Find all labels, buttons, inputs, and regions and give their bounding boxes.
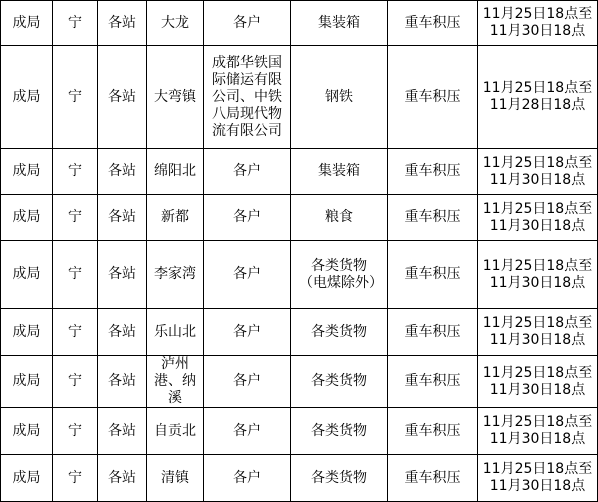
- cargo-cell: 各类货物（电煤除外）: [291, 241, 388, 309]
- station-cell: 乐山北: [147, 309, 204, 356]
- period-end: 11月30日18点: [489, 217, 586, 234]
- bureau-cell: 成局: [1, 241, 53, 309]
- direction-cell: 宁: [53, 241, 98, 309]
- measure-cell: 重车积压: [388, 1, 478, 46]
- table-row: [1, 241, 598, 309]
- scope-cell: 各站: [98, 356, 147, 408]
- scope-cell: 各站: [98, 1, 147, 46]
- table-row: [1, 455, 598, 502]
- measure-cell: 重车积压: [388, 455, 478, 502]
- period-cell: [478, 356, 598, 408]
- direction-cell: 宁: [53, 309, 98, 356]
- measure-cell: 重车积压: [388, 309, 478, 356]
- cargo-cell: 各类货物: [291, 408, 388, 455]
- period-cell: [478, 408, 598, 455]
- direction-cell: 宁: [53, 149, 98, 195]
- station-cell: 自贡北: [147, 408, 204, 455]
- scope-cell: 各站: [98, 408, 147, 455]
- scope-cell: 各站: [98, 195, 147, 241]
- scope-cell: 各站: [98, 309, 147, 356]
- period-cell: [478, 455, 598, 502]
- scope-cell: 各站: [98, 46, 147, 149]
- shipper-cell: 成都华铁国际储运有限公司、中铁八局现代物流有限公司: [204, 46, 291, 149]
- table-body: [1, 1, 598, 502]
- period-cell: [478, 241, 598, 309]
- table-row: [1, 309, 598, 356]
- period-cell: [478, 46, 598, 149]
- station-cell: 大龙: [147, 1, 204, 46]
- period-start: 11月25日18点至: [482, 154, 593, 171]
- period-start: 11月25日18点至: [482, 364, 593, 381]
- station-cell: 新都: [147, 195, 204, 241]
- measure-cell: 重车积压: [388, 356, 478, 408]
- shipper-cell: 各户: [204, 1, 291, 46]
- cargo-cell: 钢铁: [291, 46, 388, 149]
- period-start: 11月25日18点至: [482, 315, 593, 331]
- cargo-cell: 各类货物: [291, 356, 388, 408]
- cargo-cell: 各类货物: [291, 309, 388, 356]
- cargo-cell: 粮食: [291, 195, 388, 241]
- measure-cell: 重车积压: [388, 149, 478, 195]
- cargo-cell: 集装箱: [291, 149, 388, 195]
- measure-cell: 重车积压: [388, 241, 478, 309]
- direction-cell: 宁: [53, 455, 98, 502]
- table-row: [1, 408, 598, 455]
- period-end: 11月30日18点: [489, 171, 586, 188]
- period-cell: [478, 149, 598, 195]
- period-end: 11月30日18点: [489, 381, 586, 398]
- measure-cell: 重车积压: [388, 195, 478, 241]
- period-cell: [478, 1, 598, 46]
- shipper-cell: 各户: [204, 241, 291, 309]
- direction-cell: 宁: [53, 46, 98, 149]
- station-cell: 泸州港、纳溪: [147, 356, 204, 408]
- period-start: 11月25日18点至: [482, 200, 593, 217]
- scope-cell: 各站: [98, 241, 147, 309]
- table-row: [1, 195, 598, 241]
- bureau-cell: 成局: [1, 195, 53, 241]
- bureau-cell: 成局: [1, 149, 53, 195]
- bureau-cell: 成局: [1, 356, 53, 408]
- period-end: 11月28日18点: [489, 97, 586, 113]
- period-start: 11月25日18点至: [482, 461, 593, 477]
- station-cell: 绵阳北: [147, 149, 204, 195]
- table-row: [1, 46, 598, 149]
- period-end: 11月30日18点: [489, 23, 586, 39]
- period-end: 11月30日18点: [489, 431, 586, 447]
- shipper-cell: 各户: [204, 195, 291, 241]
- direction-cell: 宁: [53, 408, 98, 455]
- period-start: 11月25日18点至: [482, 80, 593, 96]
- station-cell: 大弯镇: [147, 46, 204, 149]
- period-start: 11月25日18点至: [482, 257, 593, 274]
- table-row: [1, 149, 598, 195]
- shipper-cell: 各户: [204, 408, 291, 455]
- bureau-cell: 成局: [1, 408, 53, 455]
- period-end: 11月30日18点: [489, 332, 586, 348]
- period-start: 11月25日18点至: [482, 414, 593, 430]
- direction-cell: 宁: [53, 195, 98, 241]
- period-end: 11月30日18点: [489, 478, 586, 494]
- scope-cell: 各站: [98, 455, 147, 502]
- shipper-cell: 各户: [204, 455, 291, 502]
- cargo-cell: 各类货物: [291, 455, 388, 502]
- bureau-cell: 成局: [1, 46, 53, 149]
- bureau-cell: 成局: [1, 1, 53, 46]
- period-start: 11月25日18点至: [482, 6, 593, 22]
- direction-cell: 宁: [53, 1, 98, 46]
- period-end: 11月30日18点: [489, 274, 586, 291]
- shipper-cell: 各户: [204, 149, 291, 195]
- station-cell: 清镇: [147, 455, 204, 502]
- cargo-cell: 集装箱: [291, 1, 388, 46]
- period-cell: [478, 309, 598, 356]
- station-cell: 李家湾: [147, 241, 204, 309]
- table-row: [1, 1, 598, 46]
- table-row: [1, 356, 598, 408]
- shipper-cell: 各户: [204, 356, 291, 408]
- scope-cell: 各站: [98, 149, 147, 195]
- measure-cell: 重车积压: [388, 408, 478, 455]
- shipper-cell: 各户: [204, 309, 291, 356]
- bureau-cell: 成局: [1, 455, 53, 502]
- measure-cell: 重车积压: [388, 46, 478, 149]
- period-cell: [478, 195, 598, 241]
- direction-cell: 宁: [53, 356, 98, 408]
- bureau-cell: 成局: [1, 309, 53, 356]
